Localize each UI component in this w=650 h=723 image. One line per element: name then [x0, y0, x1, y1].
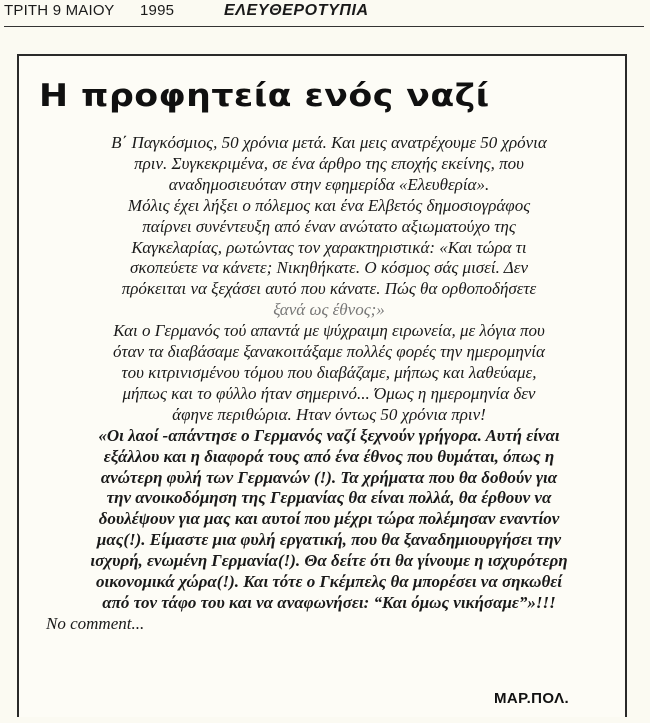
- body-line: την ανοικοδόμηση της Γερμανίας θα είναι πολλά, θα έρθουν να: [106, 488, 552, 508]
- author-signature: ΜΑΡ.ΠΟΛ.: [494, 690, 570, 707]
- body-line: εξάλλου και η διαφορά τους από ένα έθνος που θυμάται, όπως η: [103, 446, 555, 466]
- article-headline: Η προφητεία ενός ναζί: [39, 78, 490, 114]
- body-line: ισχυρή, ενωμένη Γερμανία(!). Θα δείτε ότι θα γίνουμε η ισχυρότερη: [90, 551, 568, 571]
- body-line: ξανά ως έθνος;»: [273, 300, 385, 320]
- body-line: από τον τάφο του και να αναφωνήσει: “Και όμως νικήσαμε”»!!!: [102, 592, 556, 612]
- body-line: Μόλις έχει λήξει ο πόλεμος και ένα Ελβετός δημοσιογράφος: [127, 195, 531, 215]
- body-line: Β΄ Παγκόσμιος, 50 χρόνια μετά. Και μεις ανατρέχουμε 50 χρόνια: [111, 133, 547, 152]
- body-line: No comment...: [46, 613, 145, 633]
- body-line: σκοπεύετε να κάνετε; Νικηθήκατε. Ο κόσμος σάς μισεί. Δεν: [129, 258, 529, 278]
- body-line: Καγκελαρίας, ρωτώντας τον χαρακτηριστικά: «Και τώρα τι: [131, 237, 527, 257]
- issue-date: ΤΡΙΤΗ 9 ΜΑΙΟΥ: [4, 2, 115, 19]
- article-box: [17, 54, 627, 717]
- body-line: πριν. Συγκεκριμένα, σε ένα άρθρο της εποχής εκείνης, που: [134, 153, 524, 173]
- body-line: παίρνει συνέντευξη από έναν ανώτατο αξιωματούχο της: [142, 216, 516, 236]
- body-line: όταν τα διαβάσαμε ξανακοιτάξαμε πολλές φορές την ημερομηνία: [113, 342, 545, 362]
- newspaper-name: ΕΛΕΥΘΕΡΟΤΥΠΙΑ: [224, 2, 369, 19]
- body-line: αναδημοσιευόταν στην εφημερίδα «Ελευθερία».: [168, 174, 490, 194]
- article-body: [46, 133, 612, 635]
- body-line: ανώτερη φυλή των Γερμανών (!). Τα χρήματα που θα δοθούν για: [100, 467, 558, 487]
- body-line: δουλέψουν για μας και αυτοί που μέχρι τώρα πολέμησαν εναντίον: [98, 509, 560, 529]
- body-line: του κιτρινισμένου τόμου που διαβάζαμε, μήπως και λαθεύαμε,: [121, 362, 537, 382]
- body-line: άφηνε περιθώρια. Ηταν όντως 50 χρόνια πριν!: [172, 404, 486, 424]
- masthead: [0, 0, 650, 30]
- body-line: οικονομικά χώρα(!). Και τότε ο Γκέμπελς θα μπορέσει να σηκωθεί: [96, 572, 562, 592]
- body-line: μήπως και το φύλλο ήταν σημερινό... Όμως η ημερομηνία δεν: [122, 383, 536, 403]
- masthead-rule: [4, 26, 644, 27]
- body-line: μας(!). Είμαστε μια φυλή εργατική, που θα ξαναδημιουργήσει την: [96, 530, 562, 550]
- body-line: «Οι λαοί -απάντησε ο Γερμανός ναζί ξεχνούν γρήγορα. Αυτή είναι: [98, 425, 560, 445]
- body-line: Και ο Γερμανός τού απαντά με ψύχραιμη ειρωνεία, με λόγια που: [113, 321, 545, 341]
- issue-year: 1995: [140, 2, 175, 19]
- body-line: πρόκειται να ξεχάσει αυτό που κάνατε. Πώς θα ορθοποδήσετε: [121, 279, 537, 299]
